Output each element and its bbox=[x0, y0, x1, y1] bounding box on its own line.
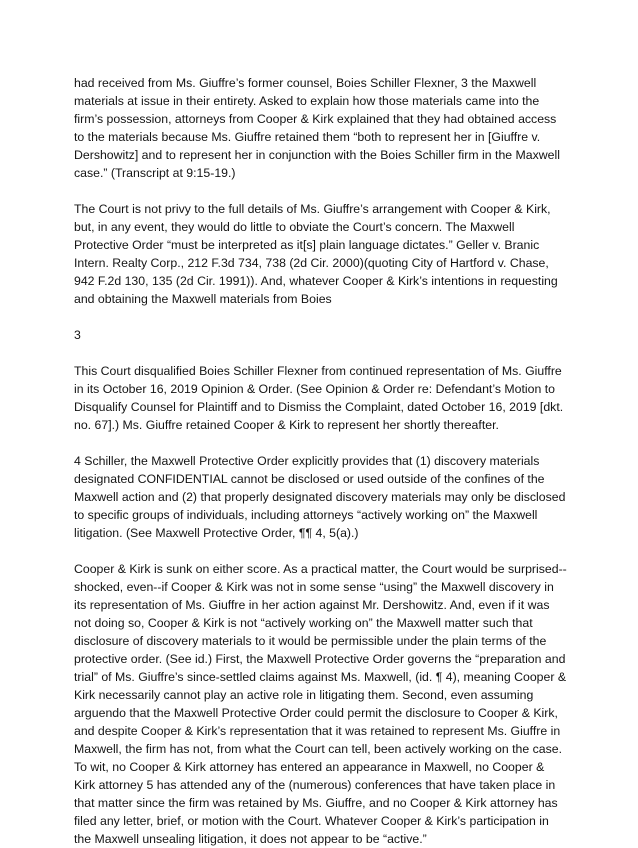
paragraph-materials-received: had received from Ms. Giuffre’s former counsel, Boies Schiller Flexner, 3 the Maxwell materials at issue in their entirety. Asked to explain how those materials came into the firm’s possession, attorneys from Cooper & Kirk explained that they had obtained access to the materials because Ms. Giuffre retained them “both to represent her in [Giuffre v. Dershowitz] and to represent her in conjunction with the Boies Schiller firm in the Maxwell case.” (Transcript at 9:15-19.) bbox=[74, 76, 560, 180]
paragraph-sunk-either-score: Cooper & Kirk is sunk on either score. As a practical matter, the Court would be surprised--shocked, even--if Cooper & Kirk was not in some sense “using” the Maxwell discovery in its representation of Ms. Giuffre in her action against Mr. Dershowitz. And, even if it was not doing so, Cooper & Kirk is not “actively working on” the Maxwell matter such that disclosure of discovery materials to it would be permissible under the plain terms of the protective order. (See id.) First, the Maxwell Protective Order governs the “preparation and trial” of Ms. Giuffre’s since-settled claims against Ms. Maxwell, (id. ¶ 4), meaning Cooper & Kirk necessarily cannot play an active role in litigating them. Second, even assuming arguendo that the Maxwell Protective Order could permit the disclosure to Cooper & Kirk, and despite Cooper & Kirk’s representation that it was retained to represent Ms. Giuffre in Maxwell, the firm has not, from what the Court can tell, been actively working on the case. To wit, no Cooper & Kirk attorney has entered an appearance in Maxwell, no Cooper & Kirk attorney 5 has attended any of the (numerous) conferences that have taken place in that matter since the firm was retained by Ms. Giuffre, and no Cooper & Kirk attorney has filed any letter, brief, or motion with the Court. Whatever Cooper & Kirk’s participation in the Maxwell unsealing litigation, it does not appear to be “active.” bbox=[74, 562, 567, 846]
paragraph-court-not-privy: The Court is not privy to the full details of Ms. Giuffre’s arrangement with Cooper & Kirk, but, in any event, they would do little to obviate the Court’s concern. The Maxwell Protective Order “must be interpreted as it[s] plain language dictates.” Geller v. Branic Intern. Realty Corp., 212 F.3d 734, 738 (2d Cir. 2000)(quoting City of Hartford v. Chase, 942 F.2d 130, 135 (2d Cir. 1991)). And, whatever Cooper & Kirk’s intentions in requesting and obtaining the Maxwell materials from Boies bbox=[74, 202, 558, 306]
paragraph-disqualification: This Court disqualified Boies Schiller Flexner from continued representation of Ms. Giuffre in its October 16, 2019 Opinion & Order. (See Opinion & Order re: Defendant’s Motion to Disqualify Counsel for Plaintiff and to Dismiss the Complaint, dated October 16, 2019 [dkt. no. 67].) Ms. Giuffre retained Cooper & Kirk to represent her shortly thereafter. bbox=[74, 364, 564, 432]
footnote-number: 3 bbox=[74, 328, 81, 342]
paragraph-protective-order: 4 Schiller, the Maxwell Protective Order explicitly provides that (1) discovery materials designated CONFIDENTIAL cannot be disclosed or used outside of the confines of the Maxwell action and (2) that properly designated discovery materials may only be disclosed to specific groups of individuals, including attorneys “actively working on” the Maxwell litigation. (See Maxwell Protective Order, ¶¶ 4, 5(a).) bbox=[74, 454, 566, 540]
